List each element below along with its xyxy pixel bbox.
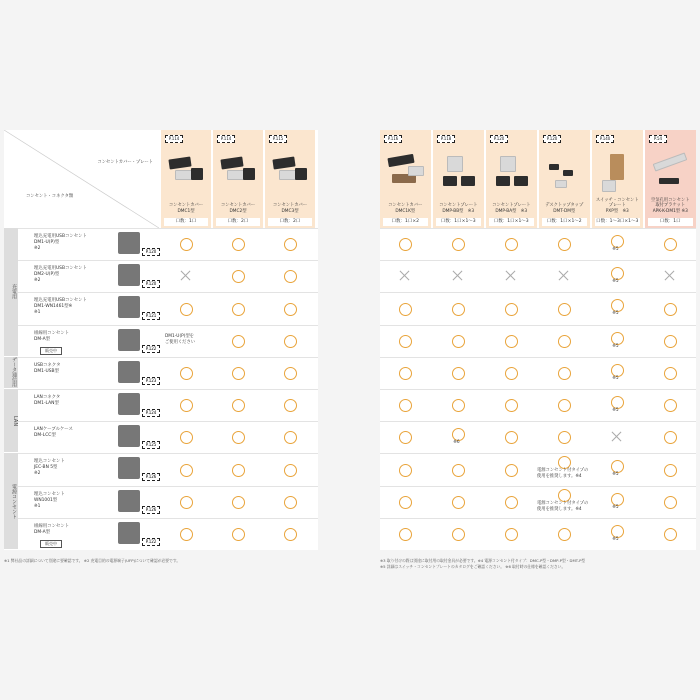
row-description: 組線用コンセント DM-A型 [34,330,70,342]
column-caption: コンセントカバー DMC2型 [220,203,256,214]
cover-plate-dark [220,157,243,170]
compatible-circle [399,303,412,316]
compatible-circle [452,399,465,412]
footnote-mark: ※5 [612,375,619,381]
compatible-circle [664,367,677,380]
row-description: 埋込充電用USBコンセント DM1-WN1461型※ ※1 [34,298,87,316]
compatible-circle [452,335,465,348]
column-caption: 空気孔用コンセント 取付ブラケット APK-K-DM1型 ※3 [650,197,690,214]
compatible-circle [399,496,412,509]
cover-plate-dark [243,168,255,180]
compatible-circle [232,270,245,283]
column-header [265,130,315,228]
column-caption: デスクトップタップ DMT-DM型 [545,203,584,214]
column-bay-count: 口数：1口 [164,218,208,226]
product-image [545,152,584,192]
incompatible-cross [180,270,191,281]
footnote-mark: ※5 [612,536,619,542]
switch-plate-gold [610,154,624,180]
row-description: USBコネクタ DM1-USB型 [34,362,61,374]
column-header [213,130,263,228]
compatible-circle [505,303,518,316]
page-ref-tag: P.126 [142,506,160,514]
table-row-divider [18,486,318,487]
product-image [598,152,637,192]
compatible-circle [505,367,518,380]
product-image [219,152,257,192]
compatible-circle [284,367,297,380]
cover-plate-dark [272,157,295,170]
compatible-circle [232,464,245,477]
page-ref-tag: P.118 [437,135,455,143]
compatible-circle [558,528,571,541]
plate-light [447,156,463,172]
compatible-circle [180,431,193,444]
compatible-circle [180,238,193,251]
incompatible-cross [611,431,622,442]
compatible-circle [180,367,193,380]
footnote-mark: ※5 [612,472,619,478]
compatible-circle [558,335,571,348]
incompatible-cross [558,270,569,281]
footnote: ※1 弊社品の詳細について別途に要確認です。 ※2 充電目的の電源端子(UFP)について確認が必要です。 [4,558,181,563]
column-bay-count: 口数：1口×1～3 [436,218,481,226]
row-description: 埋込充電用USBコンセント DM1-U(P)型 ※2 [34,234,87,251]
product-image [651,152,690,192]
table-row-divider [18,228,318,229]
product-thumbnail [118,361,140,383]
compatible-circle [558,367,571,380]
compatible-circle [399,399,412,412]
category-label: データ通信用 [4,357,18,388]
compatible-circle [180,303,193,316]
compatible-circle [284,238,297,251]
switch-plate-light [602,180,616,192]
tap-light [555,180,567,188]
incompatible-cross [399,270,410,281]
compatible-circle [232,335,245,348]
column-header [433,130,484,228]
row-description: 埋込コンセント JEC-BN 5型 ※2 [34,459,65,477]
compatible-circle [664,528,677,541]
compatible-circle [399,335,412,348]
compatible-circle [452,496,465,509]
footnote-mark: ※5 [612,247,619,252]
column-bay-count: 口数：1口×1～3 [489,218,534,226]
product-thumbnail [118,264,140,286]
table-row-divider [380,228,696,229]
plate-dark [514,176,528,186]
page-ref-tag: P.120 [142,248,160,256]
column-caption: コンセントプレート DMP-BA型 ※3 [492,203,531,214]
product-image [271,152,309,192]
compatible-circle [505,431,518,444]
product-image [439,152,478,192]
compatible-circle [505,464,518,477]
table-row-divider [18,453,318,454]
column-bay-count: 口数：1口×2 [383,218,428,226]
column-caption: コンセントプレート DMP-BB型 ※3 [439,203,478,214]
compatible-circle [505,335,518,348]
compatible-circle [284,431,297,444]
compatible-circle [664,431,677,444]
compatible-circle [558,238,571,251]
page-ref-tag: P.126 [142,473,160,481]
compatibility-note: 電源コンセント付タイプの 使用を推奨します。※4 [537,468,589,480]
product-image [167,152,205,192]
compatible-circle [284,528,297,541]
bracket [653,152,688,171]
tap-dark [563,170,573,176]
cover-plate-light [408,166,424,176]
product-thumbnail [118,457,140,479]
compatible-circle [558,431,571,444]
header-diagonal [4,130,159,228]
compatible-circle [399,367,412,380]
footnote-mark: ※5 [612,311,619,317]
footnote-mark: ※5 [612,343,619,349]
compatible-circle [232,399,245,412]
table-row-divider [18,357,318,358]
compatibility-note: DM1-U(P)型を ご使用ください [165,333,196,345]
column-header [161,130,211,228]
product-thumbnail [118,296,140,318]
table-row-divider [380,325,696,326]
cover-plate-dark [168,157,191,170]
table-row-divider [380,292,696,293]
compatible-circle [664,399,677,412]
compatible-circle [180,496,193,509]
plate-light [500,156,516,172]
product-thumbnail [118,232,140,254]
page-ref-tag: P.125 [142,441,160,449]
page-ref-tag: P.121 [142,312,160,320]
column-caption: コンセントカバー DMC1型 [168,203,204,214]
table-row-divider [18,325,318,326]
incompatible-cross [505,270,516,281]
compatible-circle [664,496,677,509]
table-row-divider [380,260,696,261]
page-ref-tag: P.140 [596,135,614,143]
row-description: LANコネクタ DM1-LAN型 [34,395,61,406]
left-page [4,130,318,563]
column-header [539,130,590,228]
compatible-circle [452,464,465,477]
compatible-circle [664,335,677,348]
diag-bottom-label: コンセント・コネクタ類 [26,194,74,199]
compatible-circle [232,238,245,251]
compatible-circle [452,238,465,251]
compatible-circle [399,238,412,251]
category-label: LAN [4,389,18,452]
compatible-circle [232,528,245,541]
page-ref-tag: P.115 [269,135,287,143]
status-button[interactable]: 販売中 [40,347,62,355]
table-row-divider [380,389,696,390]
page-ref-tag: P.120 [142,280,160,288]
row-description: LANケーブルケース DM-LCC型 [34,427,73,439]
compatible-circle [664,238,677,251]
product-thumbnail [118,490,140,512]
compatible-circle [399,464,412,477]
compatible-circle [558,399,571,412]
column-caption: コンセントカバー DMC3型 [272,203,308,214]
table-row-divider [18,292,318,293]
compatible-circle [232,367,245,380]
table-row-divider [380,486,696,487]
category-label: 充電用 [4,228,18,356]
footnote: ※3 取り付けの際は別途に取付用の取付金具が必要です。※4 電源コンセント付タイプ：DMC-P型・DMP-P型・DMT-P型 [380,558,586,563]
column-caption: スイッチ・コンセントプレート PXP型 ※3 [595,197,639,214]
page-ref-tag: P.120 [543,135,561,143]
page-ref-tag: P.114 [165,135,183,143]
compatible-circle [284,303,297,316]
product-thumbnail [118,425,140,447]
cover-plate-dark [191,168,203,180]
page-ref-tag: P.124 [142,409,160,417]
page-ref-tag: P.54 [649,135,667,143]
cover-plate-dark [295,168,307,180]
compatible-circle [505,496,518,509]
compatible-circle [505,399,518,412]
compatible-circle [284,464,297,477]
compatible-circle [452,303,465,316]
plate-dark [496,176,510,186]
page-ref-tag: P.122 [142,345,160,353]
table-row-divider [380,357,696,358]
compatibility-note: 電源コンセント付タイプの 使用を推奨します。※4 [537,500,589,512]
product-thumbnail [118,522,140,544]
row-description: 組線用コンセント DM-A型 [34,523,70,535]
plate-dark [443,176,457,186]
category-label: 電源コンセント [4,453,18,549]
compatible-circle [664,464,677,477]
incompatible-cross [664,270,675,281]
compatible-circle [664,303,677,316]
tap-dark [549,164,559,170]
column-bay-count: 口数：1口×1～2 [542,218,587,226]
footnote-mark: ※5 [612,504,619,510]
plate-dark [461,176,475,186]
column-bay-count: 口数：1口 [648,218,693,226]
right-page [380,130,696,569]
incompatible-cross [452,270,463,281]
compatible-circle [399,431,412,444]
page-ref-tag: P.120 [490,135,508,143]
footnote-mark: ※6 [453,440,460,446]
product-thumbnail [118,329,140,351]
compatible-circle [284,496,297,509]
column-header [380,130,431,228]
table-row-divider [18,260,318,261]
table-row-divider [18,389,318,390]
page-ref-tag: P.116 [384,135,402,143]
diag-top-label: コンセントカバー・プレート [97,160,153,165]
footnote-mark: ※5 [612,279,619,285]
page-ref-tag: P.123 [142,377,160,385]
compatible-circle [232,496,245,509]
compatible-circle [452,367,465,380]
row-description: 埋込充電用USBコンセント DM2-U(P)型 ※2 [34,266,87,284]
compatible-circle [180,464,193,477]
compatible-circle [284,335,297,348]
column-caption: コンセントカバー DMC1K型 [388,203,423,214]
footnote-mark: ※5 [612,408,619,413]
column-bay-count: 口数：2口 [268,218,312,226]
footnote: ※5 詳細はスイッチ・コンセントプレートのカタログをご確認ください。 ※6 取付時の仕様を確認ください。 [380,564,566,569]
table-row-divider [18,518,318,519]
column-header [486,130,537,228]
compatible-circle [232,303,245,316]
table-row-divider [380,518,696,519]
compatible-circle [452,528,465,541]
compatible-circle [180,399,193,412]
page-ref-tag: P.114 [217,135,235,143]
column-bay-count: 口数：2口 [216,218,260,226]
compatible-circle [180,528,193,541]
compatible-circle [505,528,518,541]
compatible-circle [284,399,297,412]
compatible-circle [399,528,412,541]
table-row-divider [380,453,696,454]
page-ref-tag: P.122 [142,538,160,546]
table-row-divider [18,421,318,422]
column-header [592,130,643,228]
product-image [386,152,425,192]
status-button[interactable]: 販売中 [40,540,62,548]
compatible-circle [232,431,245,444]
compatible-circle [558,303,571,316]
bracket-parts [659,178,679,184]
column-header [645,130,696,228]
column-bay-count: 口数：1～3口×1～3 [596,219,639,224]
row-description: 埋込コンセント WN1001型 ※1 [34,491,65,509]
product-image [492,152,531,192]
compatible-circle [505,238,518,251]
compatible-circle [284,270,297,283]
product-thumbnail [118,393,140,415]
table-row-divider [380,421,696,422]
